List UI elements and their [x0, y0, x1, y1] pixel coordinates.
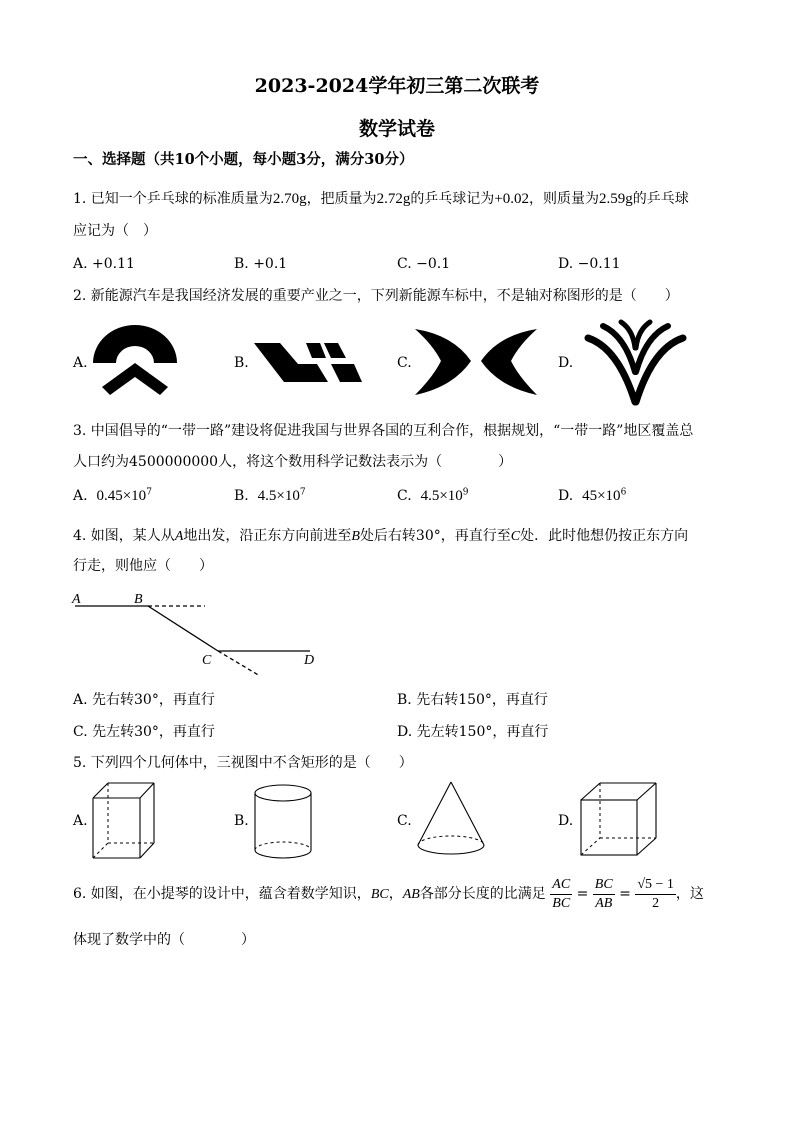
q5-label-b[interactable]: B. [234, 813, 249, 829]
q6-equals-1: = [576, 886, 589, 902]
q1-v3: +0.02 [494, 191, 530, 207]
q5-label-c[interactable]: C. [397, 813, 412, 829]
q1-text-b: ，把质量为 [306, 191, 377, 207]
q4-label-C: C [202, 653, 212, 668]
q3-line2: 人口约为4500000000人，将这个数用科学记数法表示为（ ） [73, 454, 513, 470]
q6-line2: 体现了数学中的（ ） [73, 932, 255, 948]
q2-logo-b[interactable] [254, 340, 364, 385]
q6-fraction-ac-bc: $\frac{AC}{BC}$ [552, 876, 571, 911]
q1-text-e: 的乒乓球 [632, 191, 689, 207]
page-title: 2023-2024学年初三第二次联考 [254, 75, 540, 97]
q1-option-a[interactable]: A. +0.11 [73, 256, 135, 272]
q5-label-d[interactable]: D. [558, 813, 574, 829]
q5-cylinder-figure[interactable] [252, 782, 314, 862]
q4-label-D: D [304, 653, 315, 668]
q2-label-b[interactable]: B. [234, 355, 249, 371]
q6-equals-2: = [619, 886, 631, 902]
q3-line1: 3. 中国倡导的“一带一路”建设将促进我国与世界各国的互利合作，根据规划，“一带一路”地区覆盖总 [73, 423, 694, 439]
q1-option-c[interactable]: C. −0.1 [397, 256, 451, 272]
q5-cube-figure[interactable] [578, 780, 660, 858]
q1-line2: 应记为（ ） [73, 223, 157, 239]
q5-cone-figure[interactable] [415, 780, 487, 860]
q6-fraction-bc-ab: $\frac{BC}{AB}$ [594, 876, 613, 911]
q5-label-a[interactable]: A. [73, 813, 88, 829]
q5-text: 5. 下列四个几何体中，三视图中不含矩形的是（ ） [73, 755, 413, 771]
q1-v1: 2.70g [272, 191, 307, 207]
q4-line1: 4. 如图，某人从A地出发，沿正东方向前进至B处后右转30°，再直行至C处．此时他想仍按正东方向 [73, 528, 689, 544]
q1-text-d: ，则质量为 [529, 191, 600, 207]
q3-option-b[interactable]: B. $4.5\times 10^7$ [234, 487, 306, 504]
section-heading: 一、选择题（共10个小题，每小题3分，满分30分） [73, 151, 414, 168]
q2-logo-a[interactable] [90, 325, 180, 397]
q1-text-c: 的乒乓球记为 [410, 191, 495, 207]
q1-v4: 2.59g [599, 191, 633, 207]
q2-logo-c[interactable] [415, 327, 537, 397]
q4-option-b[interactable]: B. 先右转150°，再直行 [397, 692, 548, 708]
q1-option-b[interactable]: B. +0.1 [234, 256, 288, 272]
q2-text: 2. 新能源汽车是我国经济发展的重要产业之一，下列新能源车标中，不是轴对称图形的是（ ） [73, 288, 679, 304]
q1-option-d[interactable]: D. −0.11 [558, 256, 621, 272]
q4-line2: 行走，则他应（ ） [73, 558, 213, 574]
q1-v2: 2.72g [376, 191, 411, 207]
q2-label-c[interactable]: C. [397, 355, 412, 371]
q4-figure [70, 588, 330, 683]
q3-option-c[interactable]: C. $4.5\times 10^9$ [397, 487, 469, 504]
q4-label-A: A [72, 592, 81, 607]
q4-label-B: B [134, 592, 143, 607]
q2-logo-d[interactable] [583, 320, 688, 405]
q6-fraction-golden: $\frac{√5 - 1}{2}$ [637, 876, 674, 911]
page-subtitle: 数学试卷 [358, 118, 435, 140]
q2-label-a[interactable]: A. [73, 355, 88, 371]
q1-text-a: 1. 已知一个乒乓球的标准质量为 [73, 191, 273, 207]
q3-option-a[interactable]: A. $0.45\times 10^7$ [73, 487, 152, 504]
q1-line1 [73, 189, 689, 209]
q3-option-d[interactable]: D. $45\times 10^6$ [558, 487, 627, 504]
q6-line1: 6. 如图，在小提琴的设计中，蕴含着数学知识，BC，AB各部分长度的比满足 $\frac{AC}{BC}$ = $\frac{BC}{AB}$ = $\frac{√5 - 1}{2}$ ，这 [73, 876, 704, 911]
q2-label-d[interactable]: D. [558, 355, 574, 371]
q5-prism-figure[interactable] [90, 780, 160, 862]
q4-option-c[interactable]: C. 先左转30°，再直行 [73, 724, 215, 740]
q4-option-a[interactable]: A. 先右转30°，再直行 [73, 692, 215, 708]
q4-option-d[interactable]: D. 先左转150°，再直行 [397, 724, 549, 740]
